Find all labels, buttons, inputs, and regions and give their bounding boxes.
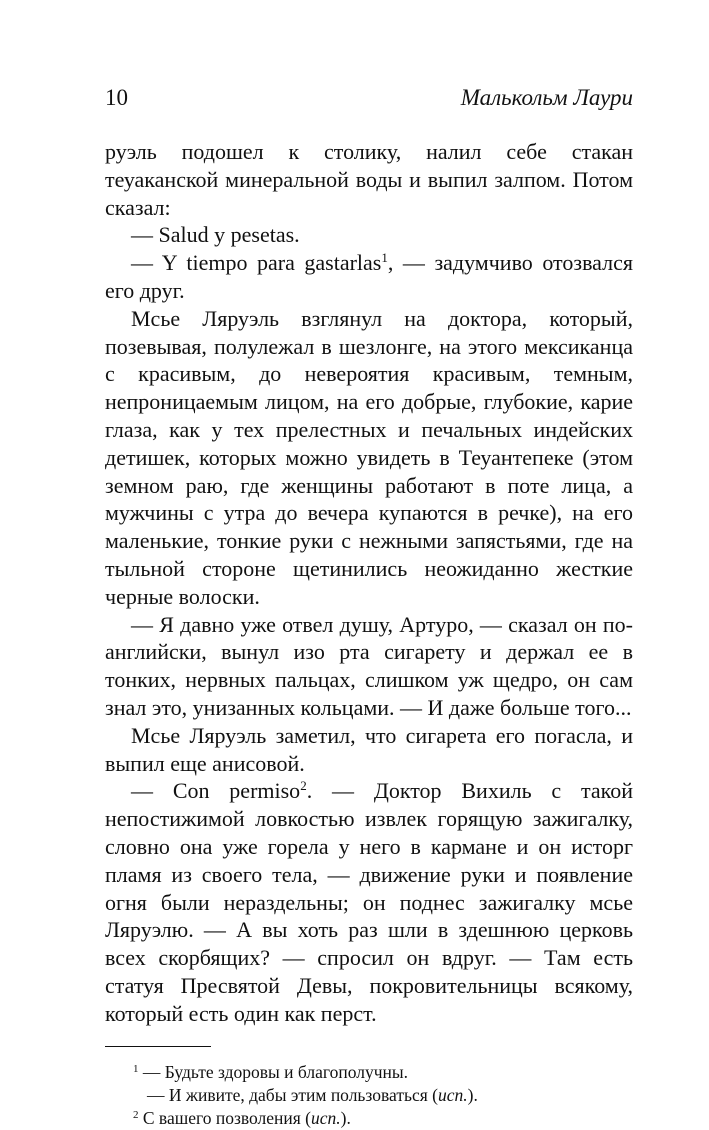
footnote-mark: 2 [133,1108,139,1121]
paragraph: Мсье Ляруэль заметил, что сигарета его погасла, и выпил еще анисовой. [105,722,633,776]
paragraph: Мсье Ляруэль взглянул на доктора, который, позевывая, полулежал в шезлонге, на этого мексиканца с красивым, до невероятия красивым, темным, непроницаемым лицом, на его добрые, глубокие, карие глаза, как у тех прелестных и печальных индейских детишек, которых можно увидеть в Теуантепеке (этом земном раю, где женщины работают в поте лица, а мужчины с утра до вечера купаются в речке), на его маленькие, тонкие руки с нежными запястьями, где на тыльной стороне щетинились неожиданно жесткие черные волоски. [105,305,633,609]
paragraph-text: — Con permiso [131,778,301,804]
body-text [105,138,633,1028]
paragraph [105,249,633,305]
footnote-divider [105,1046,211,1047]
footnote-text: — И живите, дабы этим пользоваться ( [147,1084,438,1105]
footnote-2 [105,1107,633,1130]
footnote-lang: исп. [437,1084,468,1105]
paragraph-text: , — задумчиво отозвался его друг. [105,250,633,303]
footnote-mark: 1 [133,1062,139,1075]
paragraph-text: — Y tiempo para gastarlas [131,250,382,276]
footnote-text: С вашего позволения ( [138,1107,312,1128]
book-page [105,80,633,1130]
footnote-text: — Будьте здоровы и благополучны. [138,1061,409,1082]
page-number: 10 [105,85,128,110]
footnote-lang: исп. [311,1107,341,1128]
footnotes [105,1061,633,1130]
footnote-1 [105,1061,633,1084]
running-head-author: Малькольм Лаури [460,85,633,110]
footnote-ref: 1 [381,250,388,266]
paragraph: — Salud y pesetas. [131,222,300,248]
paragraph [105,777,633,1027]
footnote-ref: 2 [300,778,307,794]
footnote-text: ). [340,1107,351,1128]
footnote-1-continued [105,1084,633,1107]
paragraph: — Я давно уже отвел душу, Артуро, — сказал он по-английски, вынул изо рта сигарету и держал ее в тонких, нервных пальцах, слишком уж щедро, он сам знал это, унизанных кольцами. — И даже больше того... [105,611,633,720]
paragraph-text: . — Доктор Вихиль с такой непостижимой ловкостью извлек горящую зажигалку, словно она уже горела у него в кармане и он исторг пламя из своего тела, — движение руки и появление огня были нераздельны; он поднес зажигалку мсье Ляруэлю. — А вы хоть раз шли в здешнюю церковь всех скорбящих? — спросил он вдруг. — Там есть статуя Пресвятой Девы, покровительницы всякому, который есть один как перст. [105,778,633,1026]
footnote-text: ). [467,1084,478,1105]
paragraph: руэль подошел к столику, налил себе стакан теуаканской минеральной воды и выпил залпом. Потом сказал: [105,139,633,220]
running-head [105,80,633,116]
